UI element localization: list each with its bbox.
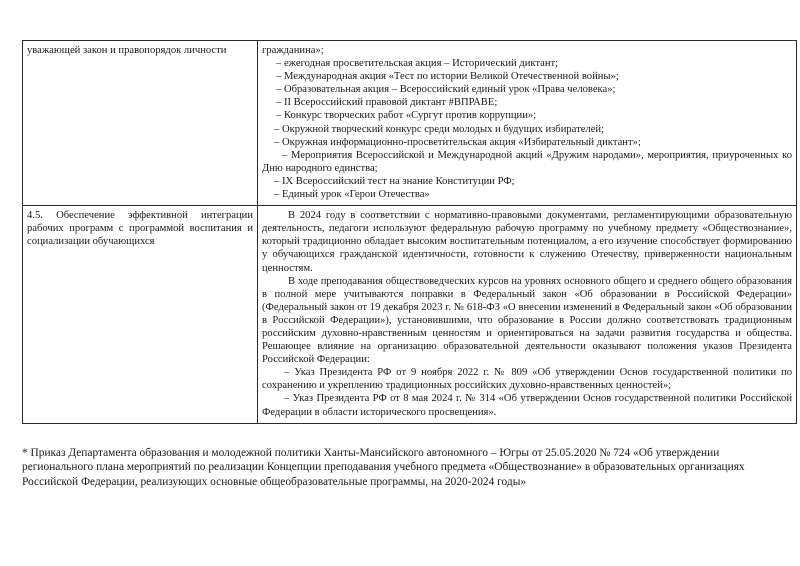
- table-cell-measure-title: [23, 206, 258, 424]
- list-item: – Образовательная акция – Всероссийский единый урок «Права человека»;: [276, 84, 616, 96]
- list-item: – II Всероссийский правовой диктант #ВПРАВЕ;: [276, 97, 498, 109]
- table-cell-measure-title: [23, 41, 258, 206]
- list-item: – ежегодная просветительская акция – Исторический диктант;: [276, 58, 559, 70]
- body-paragraph: В 2024 году в соответствии с нормативно-правовыми документами, регламентирующими образовательную деятельность, педагоги используют федеральную рабочую программу по учебному предмету «Обществознание», который традиционно обладает высоким воспитательным потенциалом, а его изучение способствует формированию у обучающихся гражданской идентичности, готовности к служению Отечеству, приверженности национальным ценностям.: [262, 210, 792, 274]
- body-paragraph: В ходе преподавания обществоведческих курсов на уровнях основного общего и среднего общего образования в полной мере учитываются поправки в Федеральный закон «Об образовании в Российской Федерации» (Федеральный закон от 19 декабря 2023 г. № 618-ФЗ «О внесении изменений в Федеральный закон «Об образовании в Российской Федерации»), установившими, что образование в России должно соответствовать традиционным российским духовно-нравственным ценностям и ориентироваться на задачи развития государства и общества. Решающее влияние на организацию образовательной деятельности оказывают положения указов Президента Российской Федерации:: [262, 275, 792, 366]
- measure-title-text: уважающей закон и правопорядок личности: [27, 45, 227, 56]
- list-item: – Окружной творческий конкурс среди молодых и будущих избирателей;: [274, 123, 605, 135]
- content-table: [22, 40, 797, 424]
- measure-title-text: 4.5. Обеспечение эффективной интеграции рабочих программ с программой воспитания и социализации обучающихся: [27, 210, 253, 248]
- table-row: [23, 41, 797, 206]
- footnote-text: * Приказ Департамента образования и молодежной политики Ханты-Мансийского автономного – Югры от 25.05.2020 № 724 «Об утверждении регионального плана мероприятий по реализации Концепции преподавания учебного предмета «Обществознание» в образовательных организациях Российской Федерации, реализующих основные общеобразовательные программы, на 2020-2024 годы»: [22, 446, 745, 488]
- list-item: – Единый урок «Герои Отечества»: [274, 189, 430, 201]
- table-cell-measure-body: [258, 206, 797, 424]
- list-item: – Международная акция «Тест по истории Великой Отечественной войны»;: [276, 71, 619, 83]
- list-item: – Конкурс творческих работ «Сургут против коррупции»;: [276, 110, 537, 122]
- table-row: [23, 206, 797, 424]
- list-item: – Мероприятия Всероссийской и Международной акций «Дружим народами», мероприятия, приуроченных ко Дню народного единства;: [262, 149, 792, 174]
- list-item: – Окружная информационно-просветительская акция «Избирательный диктант»;: [274, 136, 641, 148]
- continuation-text: гражданина»;: [262, 45, 324, 56]
- list-item: – Указ Президента РФ от 9 ноября 2022 г. № 809 «Об утверждении Основ государственной политики по сохранению и укреплению традиционных российских духовно-нравственных ценностей»;: [262, 367, 792, 392]
- table-cell-measure-body: [258, 41, 797, 206]
- list-item: – IX Всероссийский тест на знание Конституции РФ;: [274, 175, 515, 187]
- list-item: – Указ Президента РФ от 8 мая 2024 г. № 314 «Об утверждении Основ государственной политики Российской Федерации в области исторического просвещения».: [262, 393, 792, 418]
